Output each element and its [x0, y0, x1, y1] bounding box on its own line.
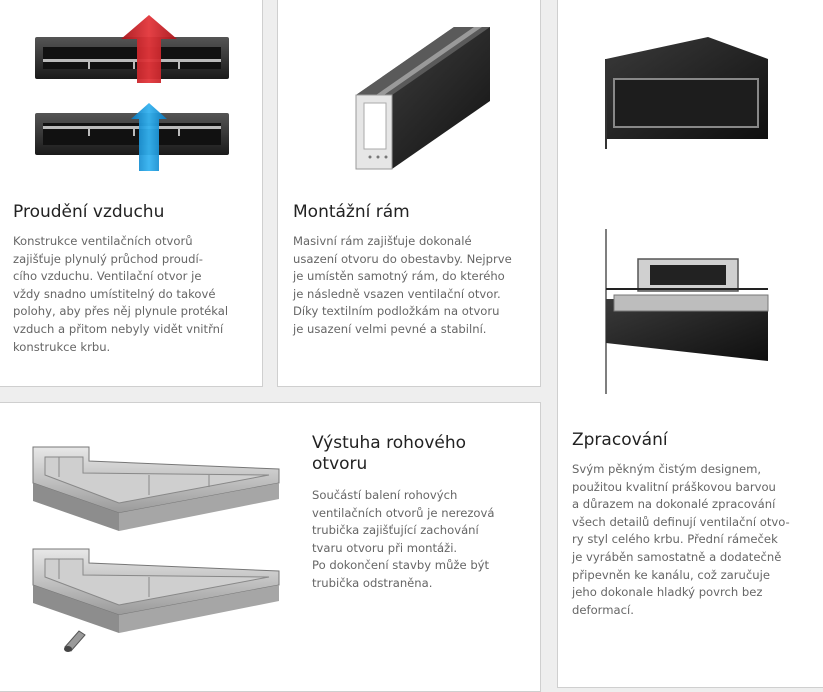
airflow-text: Konstrukce ventilačních otvorů zajišťuje plynulý průchod proudí- cího vzduchu. Ventilační otvor je vždy snadno umístitelný do takové polohy, aby přes něj plynule protékal vzduch a přitom nebyly vidět vnitřní konstrukce krbu. [13, 234, 229, 354]
corner-reinforcement-illustration [0, 403, 299, 673]
card-finish [557, 0, 823, 688]
card-mounting-frame [277, 0, 541, 387]
card-corner-reinforcement [0, 402, 541, 692]
card-airflow [0, 0, 263, 387]
mounting-frame-text: Masivní rám zajišťuje dokonalé usazení otvoru do obestavby. Nejprve je umístěn samotný rám, do kterého je následně vsazen ventilační otvor. Díky textilním podložkám na otvoru je usazení velmi pevné a stabilní. [293, 234, 512, 336]
finish-detail-illustration [558, 0, 823, 409]
finish-text: Svým pěkným čistým designem, použitou kvalitní práškovou barvou a důrazem na dokonalé zpracování všech detailů definují ventilační otvo- ry styl celého krbu. Přední rámeček je vyráběn samostatně a dodatečně připevněn ke kanálu, což zaručuje jeho dokonale hladký povrch bez deformací. [572, 462, 790, 617]
mounting-frame-title: Montážní rám [293, 202, 410, 222]
corner-title: Výstuha rohového otvoru [312, 433, 467, 474]
airflow-illustration [0, 0, 264, 189]
mounting-frame-illustration [278, 0, 542, 189]
tube-icon [64, 631, 85, 652]
corner-text: Součástí balení rohových ventilačních otvorů je nerezová trubička zajišťující zachování tvaru otvoru při montáži. Po dokončení stavby může být trubička odstraněna. [312, 488, 495, 590]
airflow-title: Proudění vzduchu [13, 202, 165, 222]
finish-title: Zpracování [572, 430, 668, 450]
